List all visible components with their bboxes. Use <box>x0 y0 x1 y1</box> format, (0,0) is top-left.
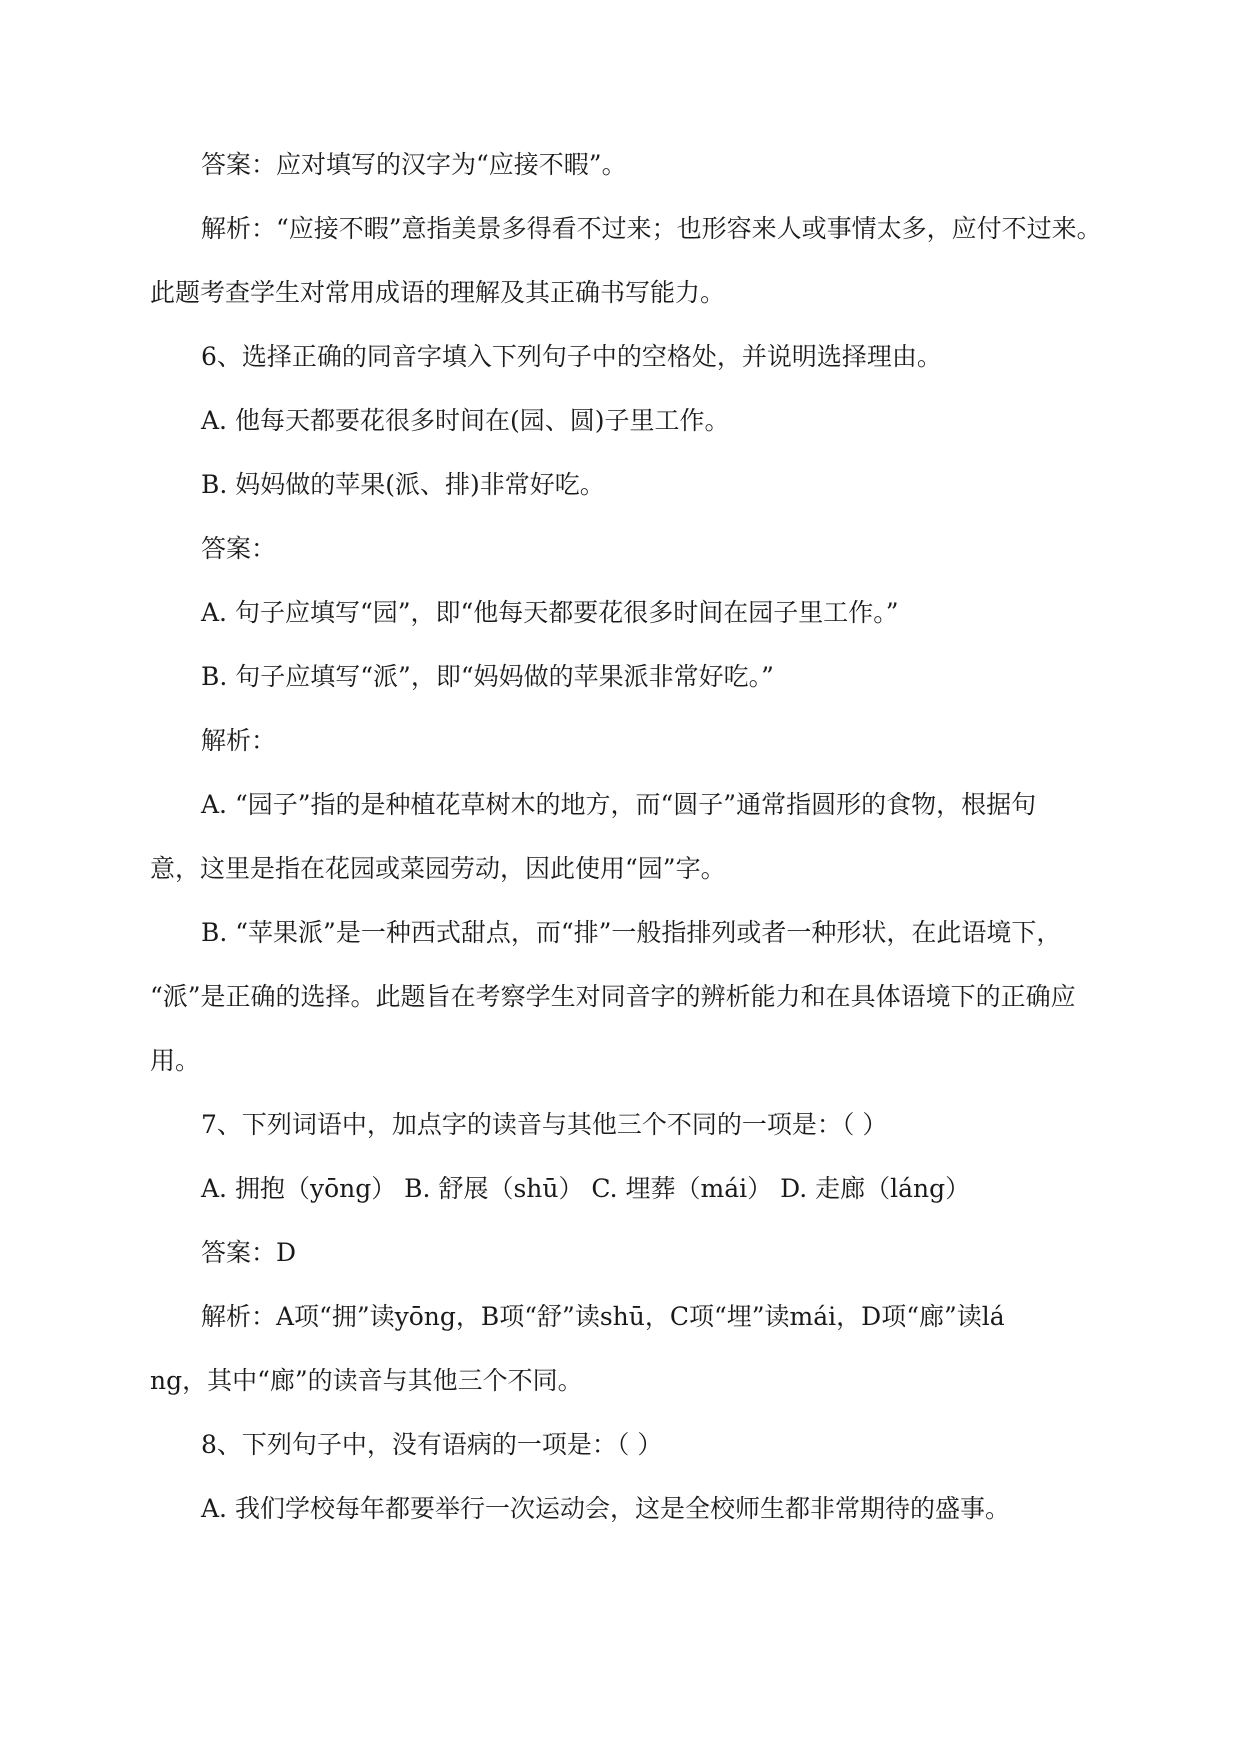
analysis-6-b-line-2: “派”是正确的选择。此题旨在考察学生对同音字的辨析能力和在具体语境下的正确应 <box>150 982 1076 1011</box>
analysis-7-line-1: 解析：A项“拥”读yōng，B项“舒”读shū，C项“埋”读mái，D项“廊”读lá <box>201 1302 1005 1331</box>
answer-6-a: A. 句子应填写“园”，即“他每天都要花很多时间在园子里工作。” <box>201 598 899 627</box>
answer-7: 答案：D <box>201 1238 297 1267</box>
analysis-6-b-line-1: B. “苹果派”是一种西式甜点，而“排”一般指排列或者一种形状，在此语境下， <box>201 918 1062 947</box>
answer-6-label: 答案： <box>201 534 277 563</box>
question-6-option-b: B. 妈妈做的苹果(派、排)非常好吃。 <box>201 470 605 499</box>
analysis-6-a-line-2: 意，这里是指在花园或菜园劳动，因此使用“园”字。 <box>150 854 726 883</box>
question-7: 7、下列词语中，加点字的读音与其他三个不同的一项是：（ ） <box>201 1110 888 1139</box>
question-6-option-a: A. 他每天都要花很多时间在(园、圆)子里工作。 <box>201 406 730 435</box>
question-8-option-a: A. 我们学校每年都要举行一次运动会，这是全校师生都非常期待的盛事。 <box>201 1494 1010 1523</box>
analysis-5-line-2: 此题考查学生对常用成语的理解及其正确书写能力。 <box>150 278 726 307</box>
analysis-7-line-2: ng，其中“廊”的读音与其他三个不同。 <box>150 1366 583 1395</box>
analysis-6-label: 解析： <box>201 726 277 755</box>
answer-5: 答案：应对填写的汉字为“应接不暇”。 <box>201 150 627 179</box>
question-8: 8、下列句子中，没有语病的一项是：（ ） <box>201 1430 663 1459</box>
question-6: 6、选择正确的同音字填入下列句子中的空格处，并说明选择理由。 <box>201 342 942 371</box>
answer-6-b: B. 句子应填写“派”，即“妈妈做的苹果派非常好吃。” <box>201 662 774 691</box>
analysis-5-line-1: 解析：“应接不暇”意指美景多得看不过来；也形容来人或事情太多，应付不过来。 <box>201 214 1102 243</box>
analysis-6-a-line-1: A. “园子”指的是种植花草树木的地方，而“圆子”通常指圆形的食物，根据句 <box>201 790 1037 819</box>
question-7-options: A. 拥抱（yōng） B. 舒展（shū） C. 埋葬（mái） D. 走廊（láng） <box>201 1174 971 1203</box>
analysis-6-b-line-3: 用。 <box>150 1046 201 1075</box>
